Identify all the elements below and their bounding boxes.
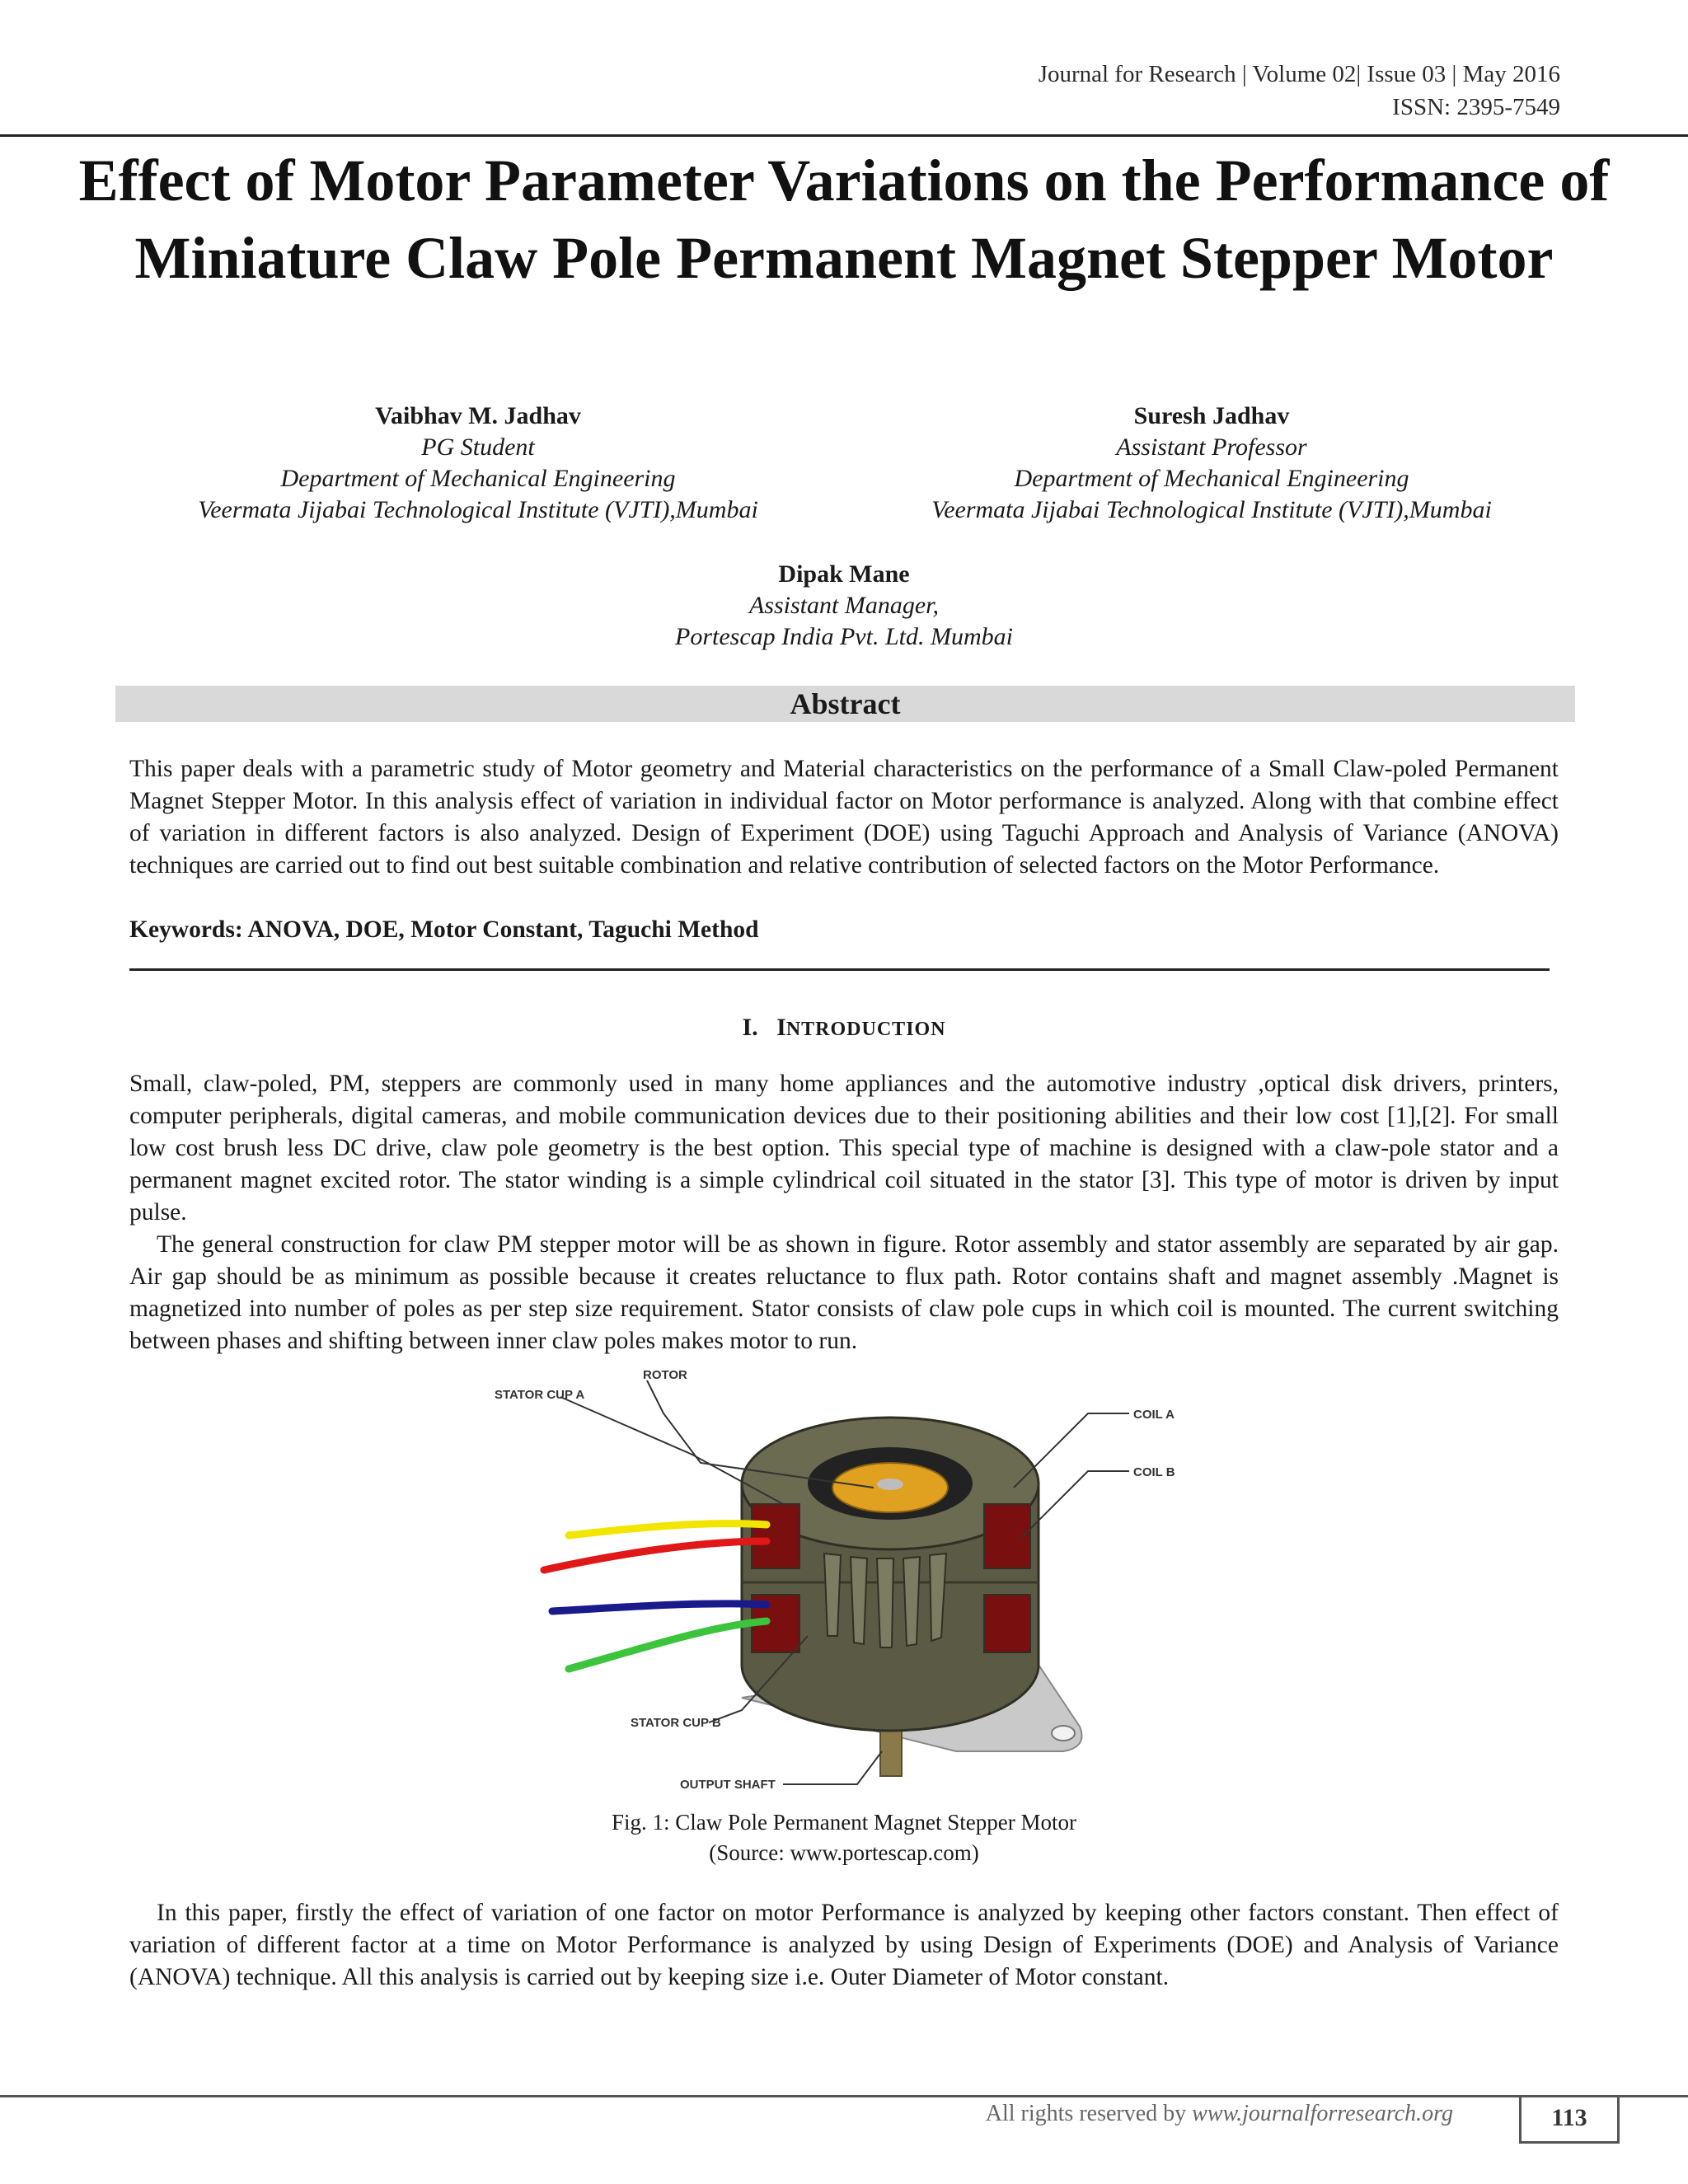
author-name: Dipak Mane [778,560,910,588]
author-2 [832,401,1591,526]
flange-hole [1052,1726,1075,1741]
issn: ISSN: 2395-7549 [1392,94,1560,120]
section-title-initial: I [776,1014,786,1041]
author-3 [0,559,1688,653]
journal-line: Journal for Research | Volume 02| Issue 03 | May 2016 [1038,61,1560,87]
author-role: PG Student [421,434,535,461]
footer-rule [0,2095,1688,2097]
journal-header [1039,58,1560,124]
label-coil-a: COIL A [1133,1408,1175,1422]
label-stator-cup-b: STATOR CUP B [631,1716,721,1730]
page-number: 113 [1519,2095,1620,2144]
author-inst: Veermata Jijabai Technological Institute (VJTI),Mumbai [198,496,758,523]
author-name: Suresh Jadhav [1133,402,1290,429]
abstract-heading: Abstract [115,686,1575,722]
rotor-shaft-top [877,1479,903,1490]
section-title-rest: NTRODUCTION [785,1019,946,1040]
footer-tail-rule [1617,2095,1688,2097]
coil-b-right [984,1595,1030,1652]
author-role: Assistant Professor [1116,434,1307,461]
label-rotor: ROTOR [643,1368,687,1382]
author-dept: Department of Mechanical Engineering [1014,465,1409,492]
wire-green [569,1621,767,1669]
label-output-shaft: OUTPUT SHAFT [680,1778,776,1792]
caption-source: (Source: www.portescap.com) [709,1840,979,1865]
intro-paragraph-1: Small, claw-poled, PM, steppers are commonly used in many home appliances and the automotive industry ,optical disk drivers, printers, computer peripherals, digital cameras, and mobile communication devices due to their positioning abilities and their low cost [1],[2]. For small low cost brush less DC drive, claw pole geometry is the best option. This special type of machine is designed with a claw-pole stator and a permanent magnet excited rotor. The stator winding is a simple cylindrical coil situated in the stator [3]. This type of motor is driven by input pulse. [129,1071,1559,1226]
separator-rule [129,968,1550,971]
author-inst: Veermata Jijabai Technological Institute (VJTI),Mumbai [931,496,1492,523]
motor-figure [495,1364,1220,1809]
label-coil-b: COIL B [1133,1465,1175,1479]
journal-url[interactable]: www.journalforresearch.org [1192,2101,1453,2126]
abstract-text: This paper deals with a parametric study of Motor geometry and Material characteristics on the performance of a Small Claw-poled Permanent Magnet Stepper Motor. In this analysis effect of variation in individual factor on Motor performance is analyzed. Along with that combine effect of variation in different factors is also analyzed. Design of Experiment (DOE) using Taguchi Approach and Analysis of Variance (ANOVA) techniques are carried out to find out best suitable combination and relative contribution of selected factors on the Motor Performance. [129,756,1559,879]
paper-title: Effect of Motor Parameter Variations on the Performance of Miniature Claw Pole Permanent Magnet Stepper Motor [78,148,1610,291]
author-dept: Department of Mechanical Engineering [280,465,676,492]
author-name: Vaibhav M. Jadhav [375,402,581,429]
section-number: I. [742,1014,758,1041]
author-role: Assistant Manager, [748,592,939,619]
label-stator-cup-a: STATOR CUP A [495,1388,585,1402]
keywords: Keywords: ANOVA, DOE, Motor Constant, Taguchi Method [129,916,759,943]
intro-paragraph-3: In this paper, firstly the effect of variation of one factor on motor Performance is analyzed by keeping other factors constant. Then effect of variation of different factor at a time on Motor Performance is analyzed by using Design of Experiments (DOE) and Analysis of Variance (ANOVA) technique. All this analysis is carried out by keeping size i.e. Outer Diameter of Motor constant. [129,1900,1559,1990]
coil-a-left [752,1504,799,1568]
intro-paragraph-2: The general construction for claw PM stepper motor will be as shown in figure. Rotor assembly and stator assembly are separated by air gap. Air gap should be as minimum as possible because it creates reluctance to flux path. Rotor contains shaft and magnet assembly .Magnet is magnetized into number of poles as per step size requirement. Stator consists of claw pole cups in which coil is mounted. The current switching between phases and shifting between inner claw poles makes motor to run. [129,1231,1559,1354]
output-shaft-callout [783,1751,882,1784]
wire-yellow [569,1524,767,1535]
lead-wires [544,1524,767,1669]
author-1 [99,401,857,526]
wire-red [544,1541,767,1570]
rights-text: All rights reserved by [985,2101,1187,2126]
header-rule [0,134,1688,137]
figure-caption [0,1807,1688,1868]
caption-title: Fig. 1: Claw Pole Permanent Magnet Stepper Motor [612,1810,1076,1835]
section-heading [0,1014,1688,1042]
author-org: Portescap India Pvt. Ltd. Mumbai [675,623,1013,650]
wire-blue [552,1604,767,1611]
footer-rights [986,2101,1453,2127]
